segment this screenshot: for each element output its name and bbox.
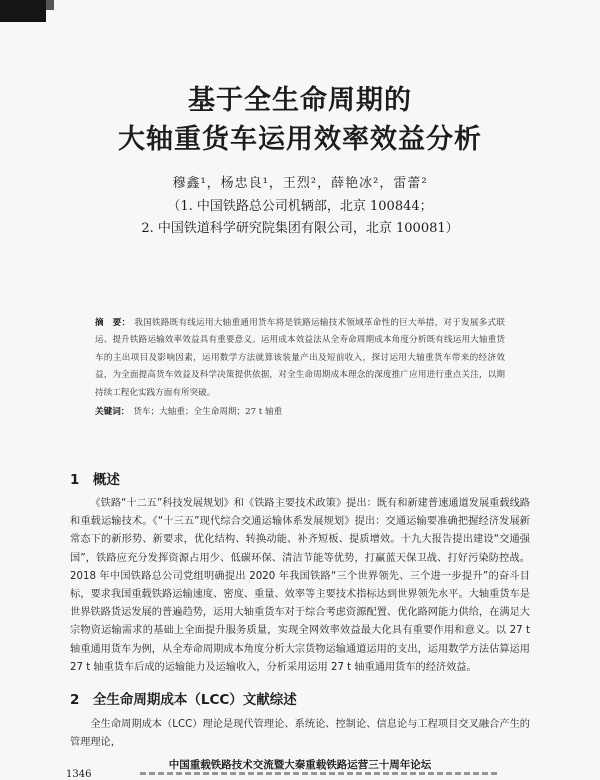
section-paragraph-lcc: 全生命周期成本（LCC）理论是现代管理论、系统论、控制论、信息论与工程项目交叉融合产生的管理理论， [70, 719, 530, 749]
section-heading-overview: 1 概述 [70, 472, 120, 488]
title-line-1: 基于全生命周期的 [188, 85, 412, 116]
abstract-text: 我国铁路既有线运用大轴重通用货车将是铁路运输技术领域革命性的巨大举措，对于发展多式联运、提升铁路运输效率效益具有重要意义。运用成本效益法从全寿命周期成本角度分析既有线运用大轴重货车的主出项目及影响因素，运用数学方法就算该装量产出及短前收入，探讨运用大轴重货车带来的经济效益，为全面提高货车效益及科学决策提供依据，对全生命周期成本理念的深度推广应用进行重点关注，以期持续工程化实践方面有所突破。 [95, 318, 505, 398]
keywords-text: 货车；大轴重；全生命周期；27 t 轴重 [133, 407, 283, 417]
section-paragraph-overview: 《铁路“十二五”科技发展规划》和《铁路主要技术政策》提出：既有和新建普速通道发展重载线路和重载运输技术。《“十三五”现代综合交通运输体系发展规划》提出：交通运输要准确把握经济发展新常态下的新形势、新要求，优化结构、转换动能、补齐短板、提质增效。十九大报告提出建设“交通强国”，铁路应充分发挥资源占用少、低碳环保、清洁节能等优势，打赢蓝天保卫战、打好污染防控战。2018 年中国铁路总公司党组明确提出 2020 年我国铁路“三个世界领先、三个进一步提升”的奋斗目标，要求我国重载铁路运输速度、密度、重量、效率等主要技术指标达到世界领先水平。大轴重货车是世界铁路货运发展的普遍趋势，运用大轴重货车对于综合考虑资源配置、优化路网能力供给，在满足大宗物资运输需求的基础上全面提升服务质量，实现全网效率效益最大化具有重要作用和意义。以 27 t 轴重通用货车为例，从全寿命周期成本角度分析大宗货物运输通道运用的支出，运用数学方法估算运用 27 t 轴重货车后成的运输能力及运输收入，分析采用运用 27 t 轴重通用货车的经济效益。 [70, 498, 530, 673]
footer-rule [140, 772, 500, 775]
affiliation-1: （1. 中国铁路总公司机辆部，北京 100844； [167, 199, 433, 214]
author-list: 穆鑫¹，杨忠良¹，王烈²，薛艳冰²，雷蕾² [172, 176, 428, 191]
scan-corner-mark-small [46, 0, 54, 10]
abstract-label: 摘 要： [95, 318, 131, 328]
footer-conference-title: 中国重载铁路技术交流暨大秦重载铁路运营三十周年论坛 [168, 759, 432, 771]
page-number: 1346 [66, 769, 92, 780]
abstract [95, 315, 505, 402]
section-heading-lcc: 2 全生命周期成本（LCC）文献综述 [70, 692, 297, 708]
affiliation-2: 2. 中国铁道科学研究院集团有限公司，北京 100081） [141, 221, 459, 236]
keywords-label: 关键词： [95, 407, 130, 417]
scan-corner-mark [0, 0, 46, 22]
title-line-2: 大轴重货车运用效率效益分析 [118, 124, 482, 155]
keywords [95, 404, 505, 421]
